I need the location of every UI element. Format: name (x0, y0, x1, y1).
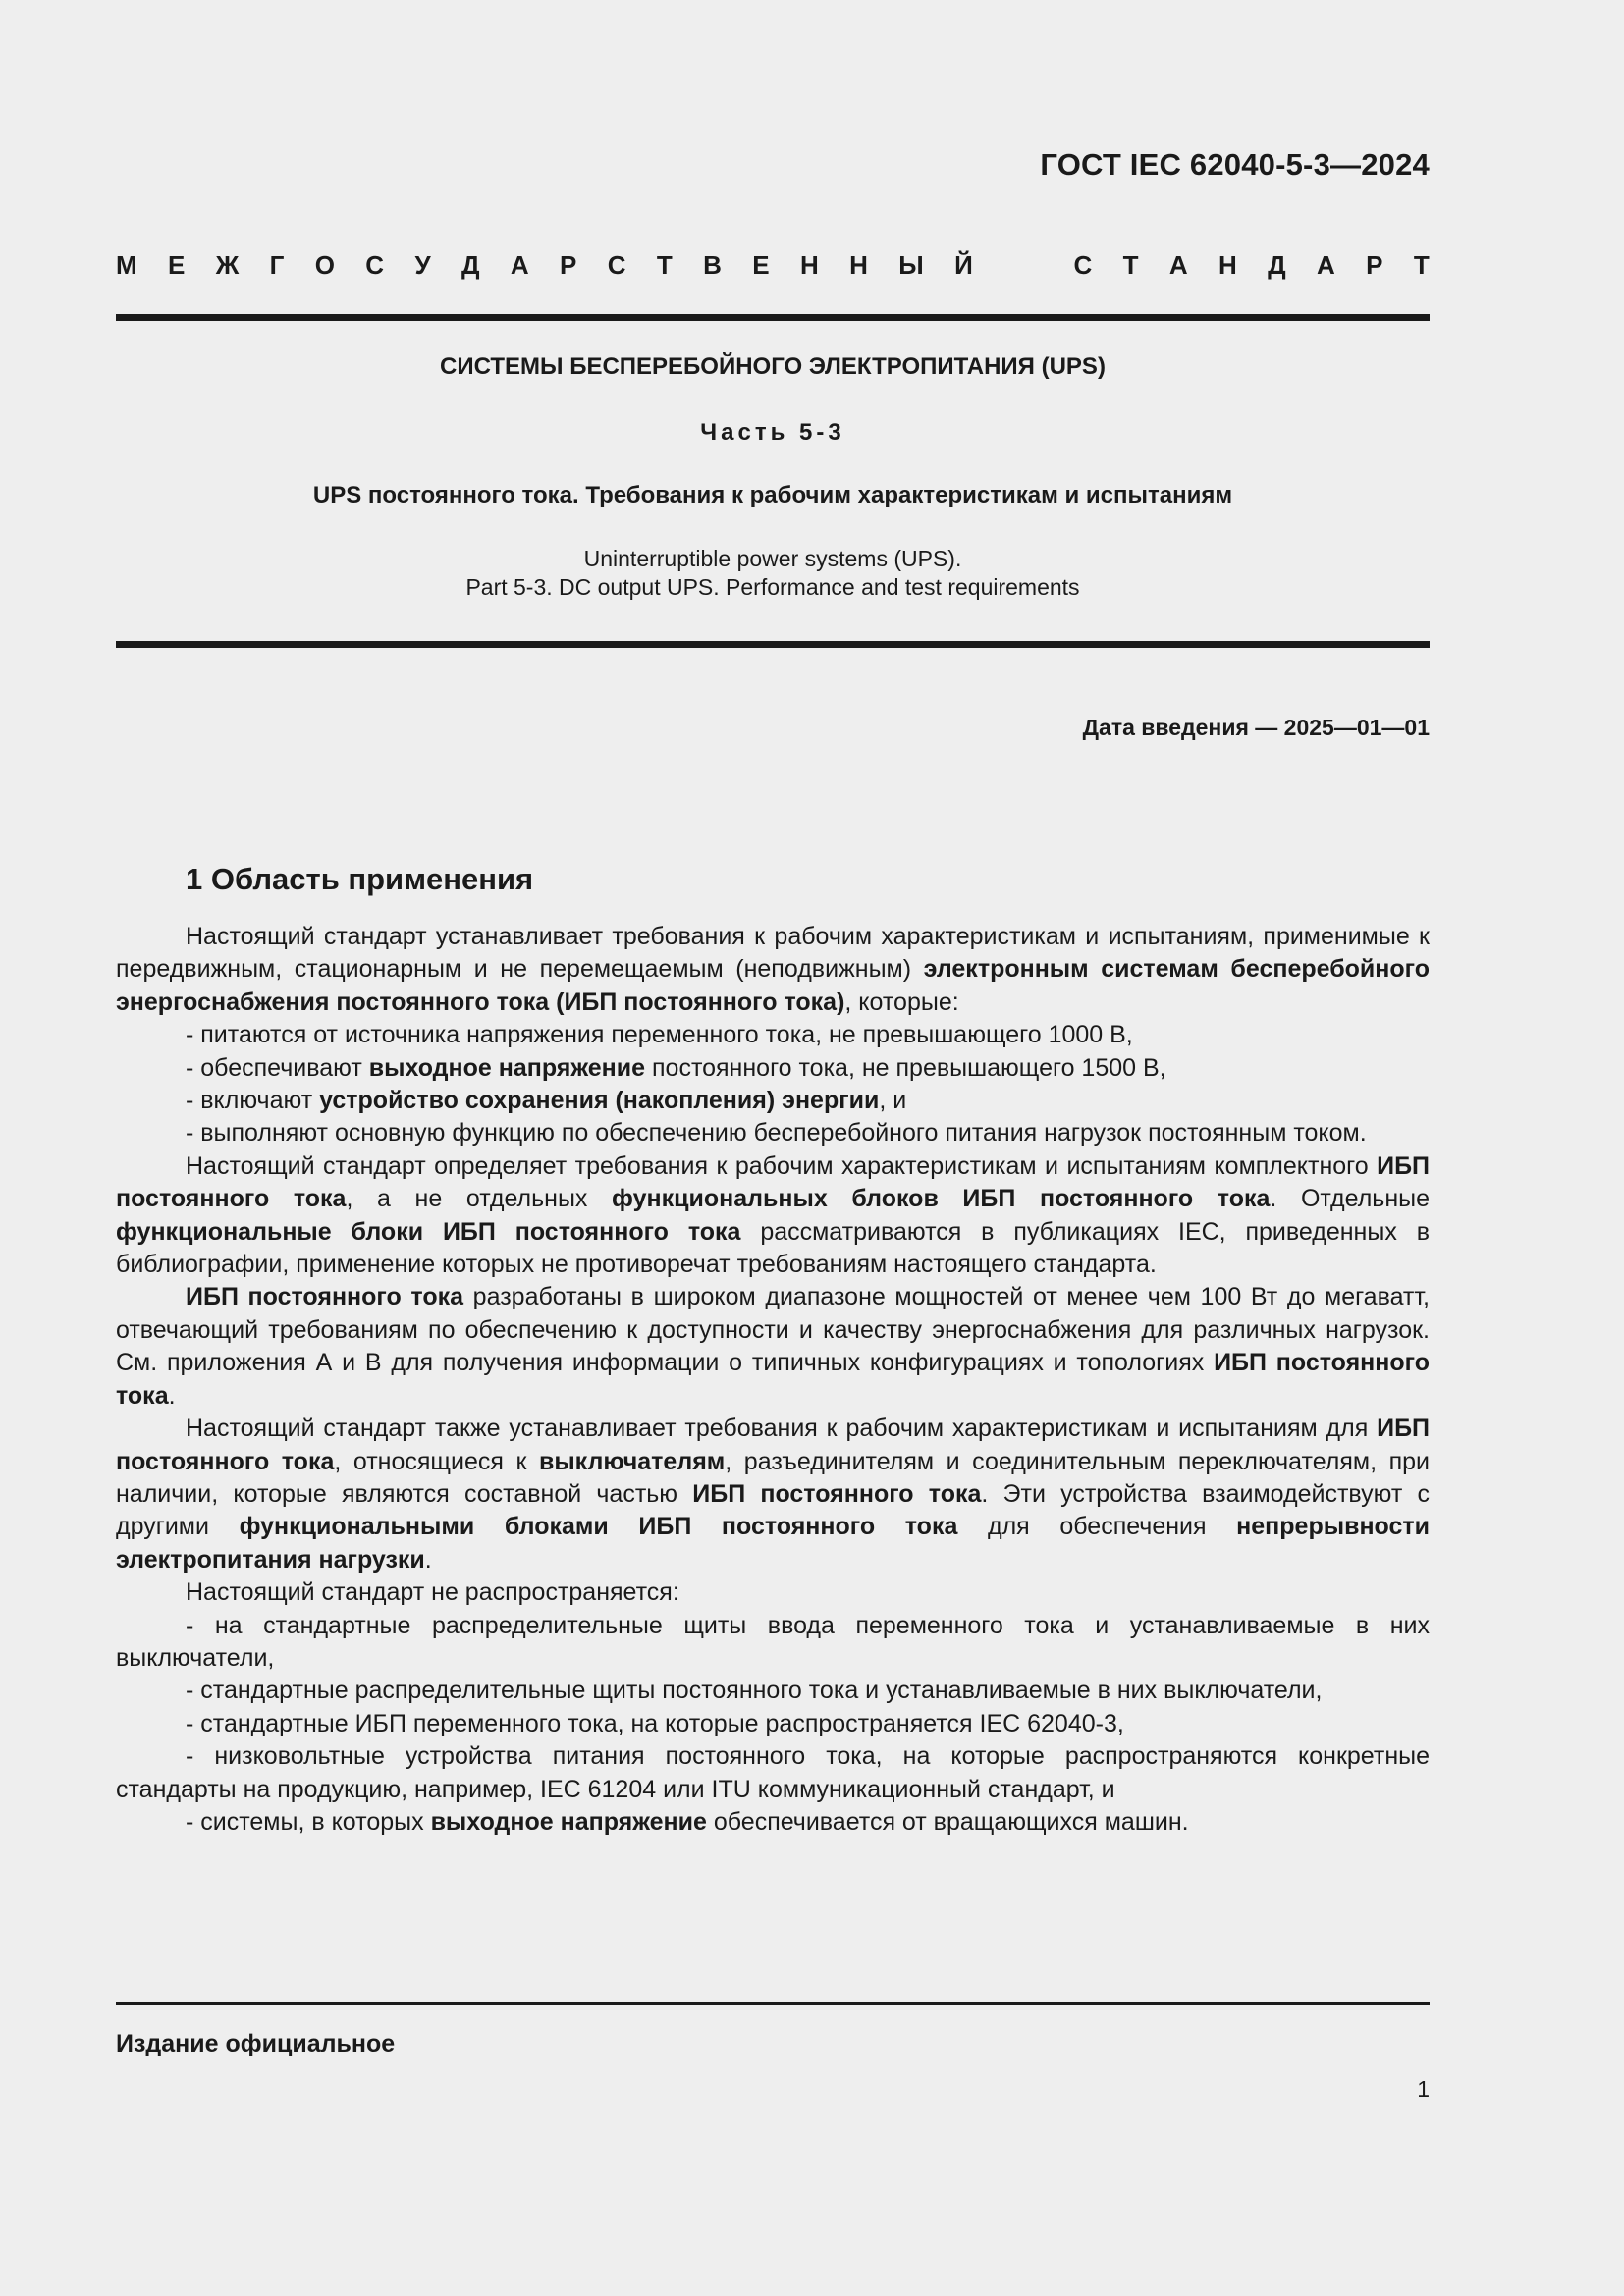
paragraph: Настоящий стандарт устанавливает требования к рабочим характеристикам и испытаниям, применимые к передвижным, стационарным и не перемещаемым (неподвижным) электронным системам бесперебойного энергоснабжения постоянного тока (ИБП постоянного тока), которые: (116, 923, 1430, 1016)
interstate-letter: Т (656, 250, 673, 280)
standard-subtitle: UPS постоянного тока. Требования к рабочим характеристикам и испытаниям (312, 482, 1233, 508)
interstate-letter: Г (269, 250, 285, 280)
page-number: 1 (1417, 2076, 1430, 2102)
interstate-letter: Н (799, 250, 819, 280)
interstate-letter: Е (752, 250, 770, 280)
list-item: - стандартные ИБП переменного тока, на которые распространяется IEC 62040-3, (186, 1709, 1124, 1737)
paragraph: Настоящий стандарт определяет требования к рабочим характеристикам и испытаниям комплектного ИБП постоянного тока, а не отдельных функциональных блоков ИБП постоянного тока. Отдельные функциональные блоки ИБП постоянного тока рассматриваются в публикациях IEC, приведенных в библиографии, применение которых не противоречат требованиям настоящего стандарта. (116, 1151, 1430, 1279)
footer-divider (116, 2002, 1430, 2005)
standard-title: СИСТЕМЫ БЕСПЕРЕБОЙНОГО ЭЛЕКТРОПИТАНИЯ (UPS) (440, 353, 1106, 380)
section-heading: 1 Область применения (186, 862, 534, 896)
document-code: ГОСТ IEC 62040-5-3—2024 (1040, 147, 1430, 182)
introduction-date: Дата введения — 2025—01—01 (1082, 715, 1430, 740)
title-bottom-divider (116, 641, 1430, 648)
interstate-gap (1003, 250, 1043, 281)
section-body (116, 921, 1430, 1839)
interstate-letter: Д (460, 250, 480, 280)
interstate-letter: Т (1122, 250, 1139, 280)
interstate-letter: М (116, 250, 137, 280)
list-item: - обеспечивают выходное напряжение постоянного тока, не превышающего 1500 В, (186, 1053, 1166, 1082)
interstate-letter: С (365, 250, 385, 280)
english-title-line-1: Uninterruptible power systems (UPS). (583, 546, 962, 571)
interstate-letter: Н (849, 250, 868, 280)
interstate-letter: А (1317, 250, 1335, 280)
interstate-letter: Ж (215, 250, 240, 280)
list-item: - низковольтные устройства питания постоянного тока, на которые распространяются конкретные стандарты на продукцию, например, IEC 61204 или ITU коммуникационный стандарт, и (116, 1742, 1430, 1803)
list-item: - выполняют основную функцию по обеспечению бесперебойного питания нагрузок постоянным током. (186, 1119, 1367, 1148)
list-item: - системы, в которых выходное напряжение обеспечивается от вращающихся машин. (186, 1807, 1189, 1836)
top-divider (116, 314, 1430, 321)
interstate-letter: О (314, 250, 335, 280)
interstate-letter: У (414, 250, 431, 280)
interstate-letter: В (703, 250, 722, 280)
interstate-letter: Ы (898, 250, 924, 280)
paragraph: Настоящий стандарт также устанавливает требования к рабочим характеристикам и испытаниям для ИБП постоянного тока, относящиеся к выключателям, разъединителям и соединительным переключателям, при наличии, которые являются составной частью ИБП постоянного тока. Эти устройства взаимодействуют с другими функциональными блоками ИБП постоянного тока для обеспечения непрерывности электропитания нагрузки. (116, 1415, 1430, 1574)
interstate-letter: Н (1218, 250, 1237, 280)
list-item: - на стандартные распределительные щиты ввода переменного тока и устанавливаемые в них выключатели, (116, 1611, 1430, 1672)
english-title-line-2: Part 5-3. DC output UPS. Performance and test requirements (465, 574, 1080, 600)
interstate-letter: А (1168, 250, 1188, 280)
interstate-letter: С (607, 250, 626, 280)
paragraph: ИБП постоянного тока разработаны в широком диапазоне мощностей от менее чем 100 Вт до мегаватт, отвечающий требованиям по обеспечению к доступности и качеству энергоснабжения для различных нагрузок. См. приложения А и В для получения информации о типичных конфигурациях и топологиях ИБП постоянного тока. (116, 1283, 1431, 1410)
interstate-letter: Т (1413, 250, 1430, 280)
interstate-standard-banner (116, 250, 1430, 281)
interstate-letter: Д (1268, 250, 1286, 280)
interstate-letter: С (1073, 250, 1093, 280)
list-item: - стандартные распределительные щиты постоянного тока и устанавливаемые в них выключатели, (186, 1677, 1323, 1705)
list-item: - включают устройство сохранения (накопления) энергии, и (186, 1087, 907, 1115)
standard-part: Часть 5-3 (700, 419, 845, 446)
interstate-letter: Р (560, 250, 577, 280)
official-edition-label: Издание официальное (116, 2030, 396, 2057)
list-item: - питаются от источника напряжения переменного тока, не превышающего 1000 В, (186, 1021, 1133, 1049)
interstate-letter: А (510, 250, 529, 280)
interstate-letter: Р (1366, 250, 1383, 280)
paragraph: Настоящий стандарт не распространяется: (186, 1578, 679, 1607)
interstate-letter: Е (168, 250, 186, 280)
interstate-letter: Й (954, 250, 973, 280)
